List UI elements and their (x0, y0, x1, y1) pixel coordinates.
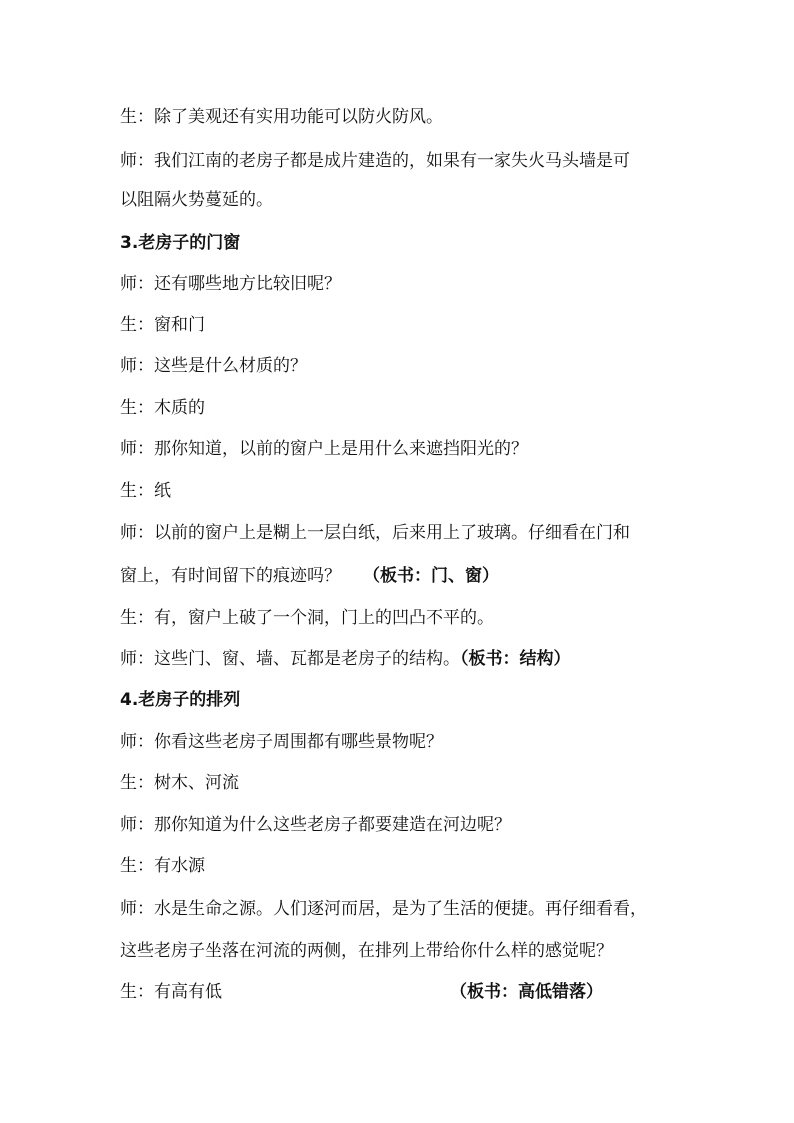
dialogue-line: 师：水是生命之源。人们逐河而居，是为了生活的便捷。再仔细看看， (120, 899, 647, 919)
dialogue-line: 师：你看这些老房子周围都有哪些景物呢？ (120, 732, 443, 752)
dialogue-line: 这些老房子坐落在河流的两侧，在排列上带给你什么样的感觉呢？ (120, 941, 613, 961)
dialogue-line: 师：那你知道，以前的窗户上是用什么来遮挡阳光的？ (120, 439, 528, 459)
dialogue-line: 生：木质的 (120, 398, 205, 418)
board-note: （板书：高低错落） (450, 982, 603, 1002)
dialogue-line: 生：窗和门 (120, 315, 205, 335)
board-note: （板书：结构） (460, 649, 571, 669)
dialogue-line: 师：以前的窗户上是糊上一层白纸，后来用上了玻璃。仔细看在门和 (120, 523, 630, 543)
dialogue-line: 窗上，有时间留下的痕迹吗？ （板书：门、窗） (120, 566, 499, 586)
dialogue-line: 师：那你知道为什么这些老房子都要建造在河边呢？ (120, 815, 511, 835)
dialogue-line: 生：树木、河流 (120, 773, 239, 793)
dialogue-line: 师：还有哪些地方比较旧呢？ (120, 274, 341, 294)
dialogue-line: 生：有水源 (120, 856, 205, 876)
dialogue-line: 生：纸 (120, 481, 171, 501)
section-heading: 4.老房子的排列 (120, 690, 241, 710)
dialogue-line: 生：除了美观还有实用功能可以防火防风。 (120, 107, 443, 127)
dialogue-line: 生：有高有低 （板书：高低错落） (120, 982, 603, 1002)
dialogue-line: 师：这些是什么材质的？ (120, 356, 307, 376)
dialogue-line: 师：这些门、窗、墙、瓦都是老房子的结构。（板书：结构） (120, 649, 571, 669)
board-note: （板书：门、窗） (363, 566, 499, 586)
section-heading: 3.老房子的门窗 (120, 233, 241, 253)
dialogue-line: 以阻隔火势蔓延的。 (120, 190, 273, 210)
dialogue-line: 师：我们江南的老房子都是成片建造的，如果有一家失火马头墙是可 (120, 151, 630, 171)
dialogue-line: 生：有，窗户上破了一个洞，门上的凹凸不平的。 (120, 608, 494, 628)
